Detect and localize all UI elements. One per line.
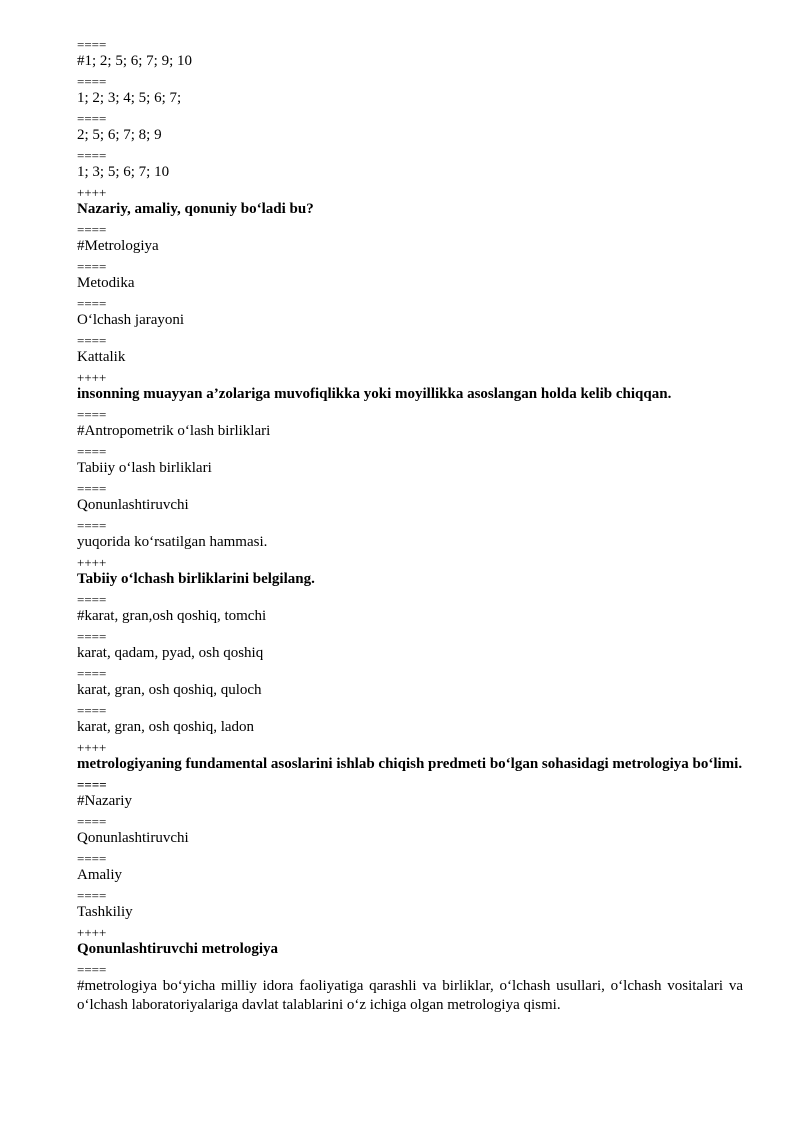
question-separator: ++++ — [77, 925, 107, 940]
answer-option: Tabiiy o‘lash birliklari — [77, 460, 212, 476]
option-separator: ==== — [77, 703, 107, 718]
correct-answer-option: #Nazariy — [77, 793, 132, 809]
option-separator: ==== — [77, 259, 107, 274]
option-separator: ==== — [77, 296, 107, 311]
answer-option: 2; 5; 6; 7; 8; 9 — [77, 127, 162, 143]
document-page — [77, 38, 743, 1019]
option-separator: ==== — [77, 851, 107, 866]
question-separator: ++++ — [77, 555, 107, 570]
question-text: Nazariy, amaliy, qonuniy bo‘ladi bu? — [77, 201, 314, 217]
option-separator: ==== — [77, 74, 107, 89]
answer-option: 1; 3; 5; 6; 7; 10 — [77, 164, 170, 180]
option-separator: ==== — [77, 37, 107, 52]
correct-answer-option: #1; 2; 5; 6; 7; 9; 10 — [77, 53, 193, 69]
option-separator: ==== — [77, 148, 107, 163]
correct-answer-option: #metrologiya bo‘yicha milliy idora faoliyatiga qarashli va birliklar, o‘lchash usullari, o‘lchash vositalari va o‘lchash laboratoriyalariga davlat talablarini o‘z ichiga olgan metrologiya qismi. — [77, 978, 743, 1013]
answer-option: 1; 2; 3; 4; 5; 6; 7; — [77, 90, 182, 106]
question-text: Tabiiy o‘lchash birliklarini belgilang. — [77, 571, 315, 587]
answer-option: karat, gran, osh qoshiq, quloch — [77, 682, 262, 698]
option-separator: ==== — [77, 444, 107, 459]
question-text: insonning muayyan a’zolariga muvofiqlikka yoki moyillikka asoslangan holda kelib chiqqan. — [77, 386, 672, 402]
option-separator: ==== — [77, 888, 107, 903]
correct-answer-option: #Metrologiya — [77, 238, 159, 254]
option-separator: ==== — [77, 962, 107, 977]
correct-answer-option: #karat, gran,osh qoshiq, tomchi — [77, 608, 267, 624]
answer-option: Qonunlashtiruvchi — [77, 830, 189, 846]
option-separator: ==== — [77, 481, 107, 496]
answer-option: Tashkiliy — [77, 904, 133, 920]
option-separator: ==== — [77, 814, 107, 829]
question-separator: ++++ — [77, 740, 107, 755]
answer-option: O‘lchash jarayoni — [77, 312, 185, 328]
option-separator: ==== — [77, 592, 107, 607]
option-separator: ==== — [77, 629, 107, 644]
question-separator: ++++ — [77, 185, 107, 200]
correct-answer-option: #Antropometrik o‘lash birliklari — [77, 423, 271, 439]
answer-option: karat, qadam, pyad, osh qoshiq — [77, 645, 264, 661]
question-separator: ++++ — [77, 370, 107, 385]
option-separator: ==== — [77, 777, 107, 792]
option-separator: ==== — [77, 407, 107, 422]
answer-option: karat, gran, osh qoshiq, ladon — [77, 719, 255, 735]
answer-option: yuqorida ko‘rsatilgan hammasi. — [77, 534, 268, 550]
question-text: metrologiyaning fundamental asoslarini ishlab chiqish predmeti bo‘lgan sohasidagi metrologiya bo‘limi. — [77, 756, 743, 772]
answer-option: Amaliy — [77, 867, 122, 883]
option-separator: ==== — [77, 222, 107, 237]
answer-option: Qonunlashtiruvchi — [77, 497, 189, 513]
question-text: Qonunlashtiruvchi metrologiya — [77, 941, 278, 957]
option-separator: ==== — [77, 333, 107, 348]
answer-option: Metodika — [77, 275, 135, 291]
option-separator: ==== — [77, 666, 107, 681]
option-separator: ==== — [77, 111, 107, 126]
option-separator: ==== — [77, 518, 107, 533]
answer-option: Kattalik — [77, 349, 126, 365]
